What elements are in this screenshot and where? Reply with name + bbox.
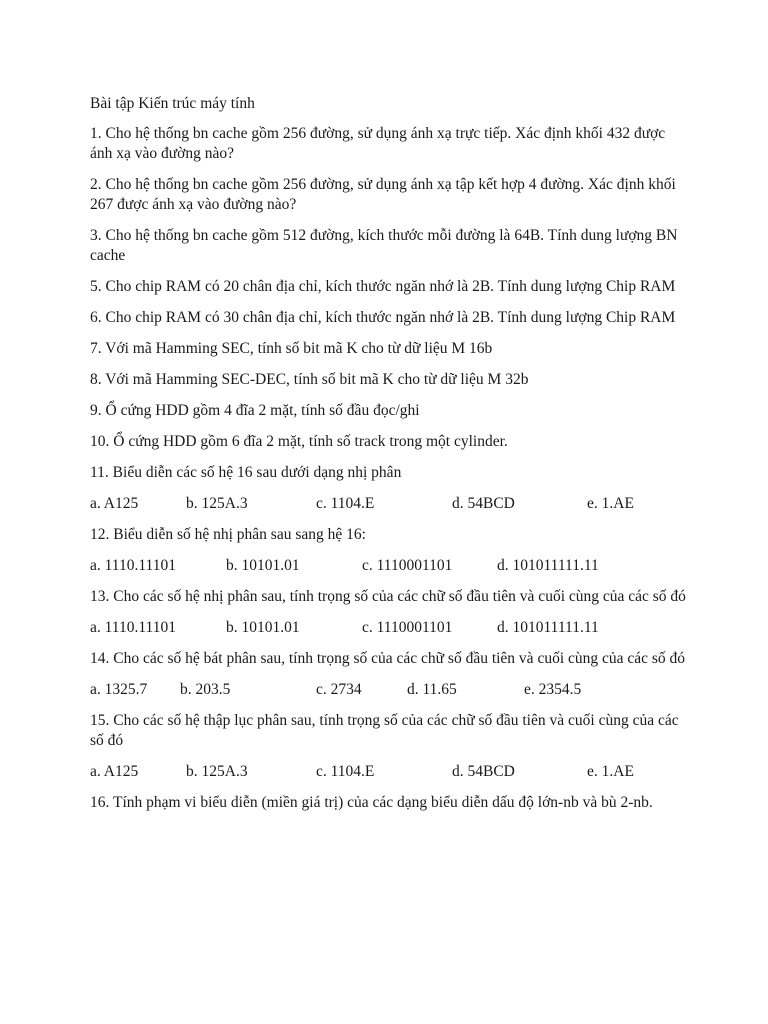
option-14-c: c. 2734: [316, 681, 362, 698]
option-11-c: c. 1104.E: [316, 495, 375, 512]
option-12-c: c. 1110001101: [362, 557, 453, 574]
option-15-e: e. 1.AE: [587, 763, 634, 780]
options-11: [90, 494, 690, 514]
question-5: 5. Cho chip RAM có 20 chân địa chỉ, kích thước ngăn nhớ là 2B. Tính dung lượng Chip RAM: [90, 278, 676, 295]
option-15-c: c. 1104.E: [316, 763, 375, 780]
question-7: 7. Với mã Hamming SEC, tính số bit mã K cho từ dữ liệu M 16b: [90, 340, 493, 357]
option-13-d: d. 101011111.11: [497, 619, 599, 636]
question-2: 2. Cho hệ thống bn cache gồm 256 đường, sử dụng ánh xạ tập kết hợp 4 đường. Xác định khối 267 được ánh xạ vào đường nào?: [90, 176, 676, 213]
question-10: 10. Ổ cứng HDD gồm 6 đĩa 2 mặt, tính số track trong một cylinder.: [90, 433, 508, 450]
question-6: 6. Cho chip RAM có 30 chân địa chỉ, kích thước ngăn nhớ là 2B. Tính dung lượng Chip RAM: [90, 309, 676, 326]
question-9: 9. Ổ cứng HDD gồm 4 đĩa 2 mặt, tính số đầu đọc/ghi: [90, 402, 420, 419]
options-13: [90, 618, 690, 638]
question-14: 14. Cho các số hệ bát phân sau, tính trọng số của các chữ số đầu tiên và cuối cùng của các số đó: [90, 650, 686, 667]
option-14-a: a. 1325.7: [90, 681, 148, 698]
option-11-b: b. 125A.3: [186, 495, 248, 512]
option-15-b: b. 125A.3: [186, 763, 248, 780]
document-page: [90, 94, 690, 824]
option-11-e: e. 1.AE: [587, 495, 634, 512]
option-14-e: e. 2354.5: [524, 681, 582, 698]
option-14-d: d. 11.65: [407, 681, 457, 698]
option-15-a: a. A125: [90, 763, 139, 780]
question-12: 12. Biểu diễn số hệ nhị phân sau sang hệ 16:: [90, 526, 366, 543]
options-14: [90, 680, 690, 700]
option-11-a: a. A125: [90, 495, 139, 512]
question-13: 13. Cho các số hệ nhị phân sau, tính trọng số của các chữ số đầu tiên và cuối cùng của các số đó: [90, 588, 686, 605]
options-12: [90, 556, 690, 576]
option-12-b: b. 10101.01: [226, 557, 300, 574]
option-13-c: c. 1110001101: [362, 619, 453, 636]
option-13-a: a. 1110.11101: [90, 619, 176, 636]
option-14-b: b. 203.5: [180, 681, 231, 698]
option-12-a: a. 1110.11101: [90, 557, 176, 574]
question-16: 16. Tính phạm vi biểu diễn (miền giá trị) của các dạng biểu diễn dấu độ lớn-nb và bù 2-nb.: [90, 794, 653, 811]
question-15: 15. Cho các số hệ thập lục phân sau, tính trọng số của các chữ số đầu tiên và cuối cùng của các số đó: [90, 712, 679, 749]
question-11: 11. Biểu diễn các số hệ 16 sau dưới dạng nhị phân: [90, 464, 402, 481]
question-3: 3. Cho hệ thống bn cache gồm 512 đường, kích thước mỗi đường là 64B. Tính dung lượng BN cache: [90, 227, 678, 264]
option-13-b: b. 10101.01: [226, 619, 300, 636]
option-15-d: d. 54BCD: [452, 763, 515, 780]
question-1: 1. Cho hệ thống bn cache gồm 256 đường, sử dụng ánh xạ trực tiếp. Xác định khối 432 được ánh xạ vào đường nào?: [90, 125, 666, 162]
page-title: Bài tập Kiến trúc máy tính: [90, 95, 255, 112]
option-12-d: d. 101011111.11: [497, 557, 599, 574]
options-15: [90, 762, 690, 782]
question-8: 8. Với mã Hamming SEC-DEC, tính số bit mã K cho từ dữ liệu M 32b: [90, 371, 529, 388]
option-11-d: d. 54BCD: [452, 495, 515, 512]
